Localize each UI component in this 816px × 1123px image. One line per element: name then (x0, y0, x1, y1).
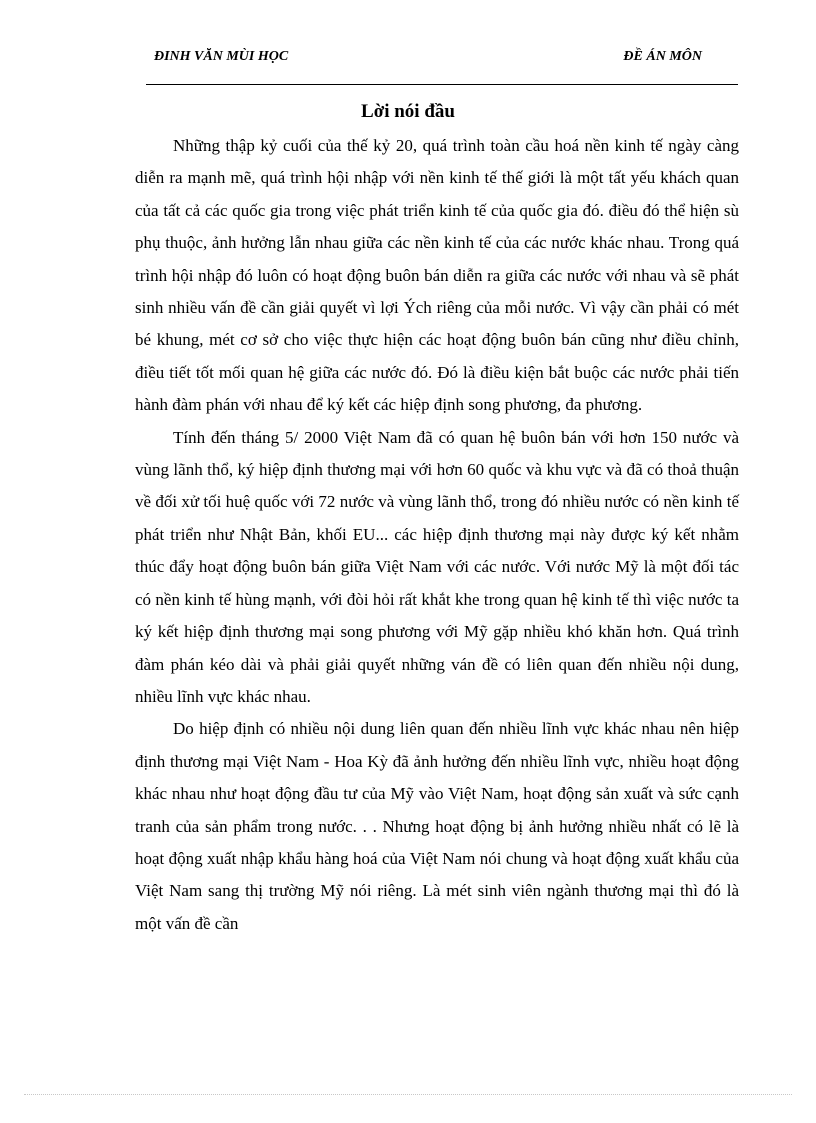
paragraph-1: Những thập kỷ cuối của thế kỷ 20, quá trình toàn cầu hoá nền kinh tế ngày càng diễn ra mạnh mẽ, quá trình hội nhập với nền kinh tế thế giới là một tất yếu khách quan của tất cả các quốc gia trong việc phát triển kinh tế của quốc gia đó. điều đó thể hiện sù phụ thuộc, ảnh hưởng lẫn nhau giữa các nền kinh tế của các nước khác nhau. Trong quá trình hội nhập đó luôn có hoạt động buôn bán diễn ra giữa các nước với nhau và sẽ phát sinh nhiều vấn đề cần giải quyết vì lợi Ých riêng của mỗi nước. Vì vậy cần phải có mét bé khung, mét cơ sở cho việc thực hiện các hoạt động buôn bán cũng như điều chỉnh, điều tiết tốt mối quan hệ giữa các nước đó. Đó là điều kiện bắt buộc các nước phải tiến hành đàm phán với nhau để ký kết các hiệp định song phương, đa phương. (135, 136, 739, 415)
document-body (135, 130, 739, 940)
page-header (146, 48, 738, 85)
header-subject: ĐỀ ÁN MÔN (623, 49, 702, 64)
paragraph-3: Do hiệp định có nhiều nội dung liên quan đến nhiều lĩnh vực khác nhau nên hiệp định thương mại Việt Nam - Hoa Kỳ đã ảnh hưởng đến nhiều lĩnh vực, nhiều hoạt động khác nhau như hoạt động đầu tư của Mỹ vào Việt Nam, hoạt động sản xuất và sức cạnh tranh của sản phẩm trong nước. . . Nhưng hoạt động bị ảnh hưởng nhiều nhất có lẽ là hoạt động xuất nhập khẩu hàng hoá của Việt Nam nói chung và hoạt động xuất khẩu của Việt Nam sang thị trường Mỹ nói riêng. Là mét sinh viên ngành thương mại thì đó là một vấn đề cần (135, 719, 739, 933)
document-title: Lời nói đầu (361, 101, 455, 122)
header-author: ĐINH VĂN MÙI HỌC (154, 49, 289, 64)
page-bottom-divider (24, 1094, 792, 1095)
paragraph-2: Tính đến tháng 5/ 2000 Việt Nam đã có quan hệ buôn bán với hơn 150 nước và vùng lãnh thổ, ký hiệp định thương mại với hơn 60 quốc và khu vực và đã có thoả thuận về đối xử tối huệ quốc với 72 nước và vùng lãnh thổ, trong đó nhiều nước có nền kinh tế phát triển như Nhật Bản, khối EU... các hiệp định thương mại này được ký kết nhằm thúc đẩy hoạt động buôn bán giữa Việt Nam với các nước. Với nước Mỹ là một đối tác có nền kinh tế hùng mạnh, với đòi hỏi rất khắt khe trong quan hệ kinh tế thì việc nước ta ký kết hiệp định thương mại song phương với Mỹ gặp nhiều khó khăn hơn. Quá trình đàm phán kéo dài và phải giải quyết những ván đề có liên quan đến nhiều nội dung, nhiều lĩnh vực khác nhau. (135, 427, 739, 706)
